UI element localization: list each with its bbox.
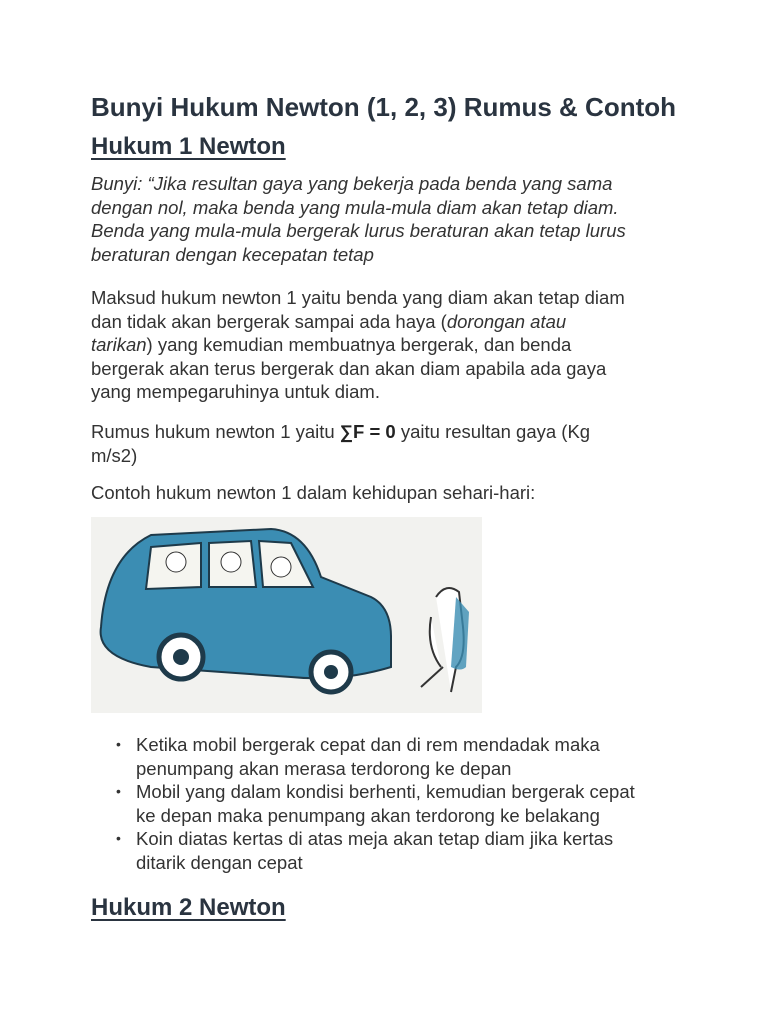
examples-list: [91, 733, 696, 874]
bunyi-quote: [91, 172, 691, 266]
text-italic: dorongan atau: [446, 310, 567, 332]
list-item: • Mobil yang dalam kondisi berhenti, kemudian bergerak cepat ke depan maka penumpang akan terdorong ke belakang: [136, 780, 696, 827]
text-line: dengan nol, maka benda yang mula-mula diam akan tetap diam.: [91, 196, 619, 218]
maksud-paragraph: [91, 286, 691, 404]
rumus-paragraph: [91, 420, 691, 467]
text-line: beraturan dengan kecepatan tetap: [91, 243, 374, 265]
text-line: Benda yang mula-mula bergerak lurus beraturan akan tetap lurus: [91, 220, 626, 241]
page-title: Bunyi Hukum Newton (1, 2, 3) Rumus & Contoh: [91, 92, 677, 122]
list-item: • Koin diatas kertas di atas meja akan tetap diam jika kertas ditarik dengan cepat: [136, 827, 696, 874]
text-italic: tarikan: [91, 334, 147, 355]
formula: ∑F = 0: [339, 421, 396, 442]
text: dan tidak akan bergerak sampai ada haya (: [91, 310, 447, 332]
text: Rumus hukum newton 1 yaitu: [91, 421, 340, 442]
text: ) yang kemudian membuatnya bergerak, dan benda: [146, 334, 572, 355]
text-line: m/s2): [91, 444, 138, 466]
contoh-intro: Contoh hukum newton 1 dalam kehidupan sehari-hari:: [91, 482, 536, 503]
text-line: yang mempegaruhinya untuk diam.: [91, 381, 380, 402]
list-item: • Ketika mobil bergerak cepat dan di rem mendadak maka penumpang akan merasa terdorong ke depan: [136, 733, 696, 780]
car-cow-illustration: [91, 517, 482, 713]
text: yaitu resultan gaya (Kg: [395, 421, 591, 442]
heading-hukum-2: Hukum 2 Newton: [91, 894, 286, 921]
text-line: Maksud hukum newton 1 yaitu benda yang diam akan tetap diam: [91, 287, 625, 308]
heading-hukum-1: Hukum 1 Newton: [91, 133, 286, 160]
text-line: bergerak akan terus bergerak dan akan diam apabila ada gaya: [91, 357, 607, 379]
text-line: Bunyi: “Jika resultan gaya yang bekerja pada benda yang sama: [91, 173, 613, 194]
